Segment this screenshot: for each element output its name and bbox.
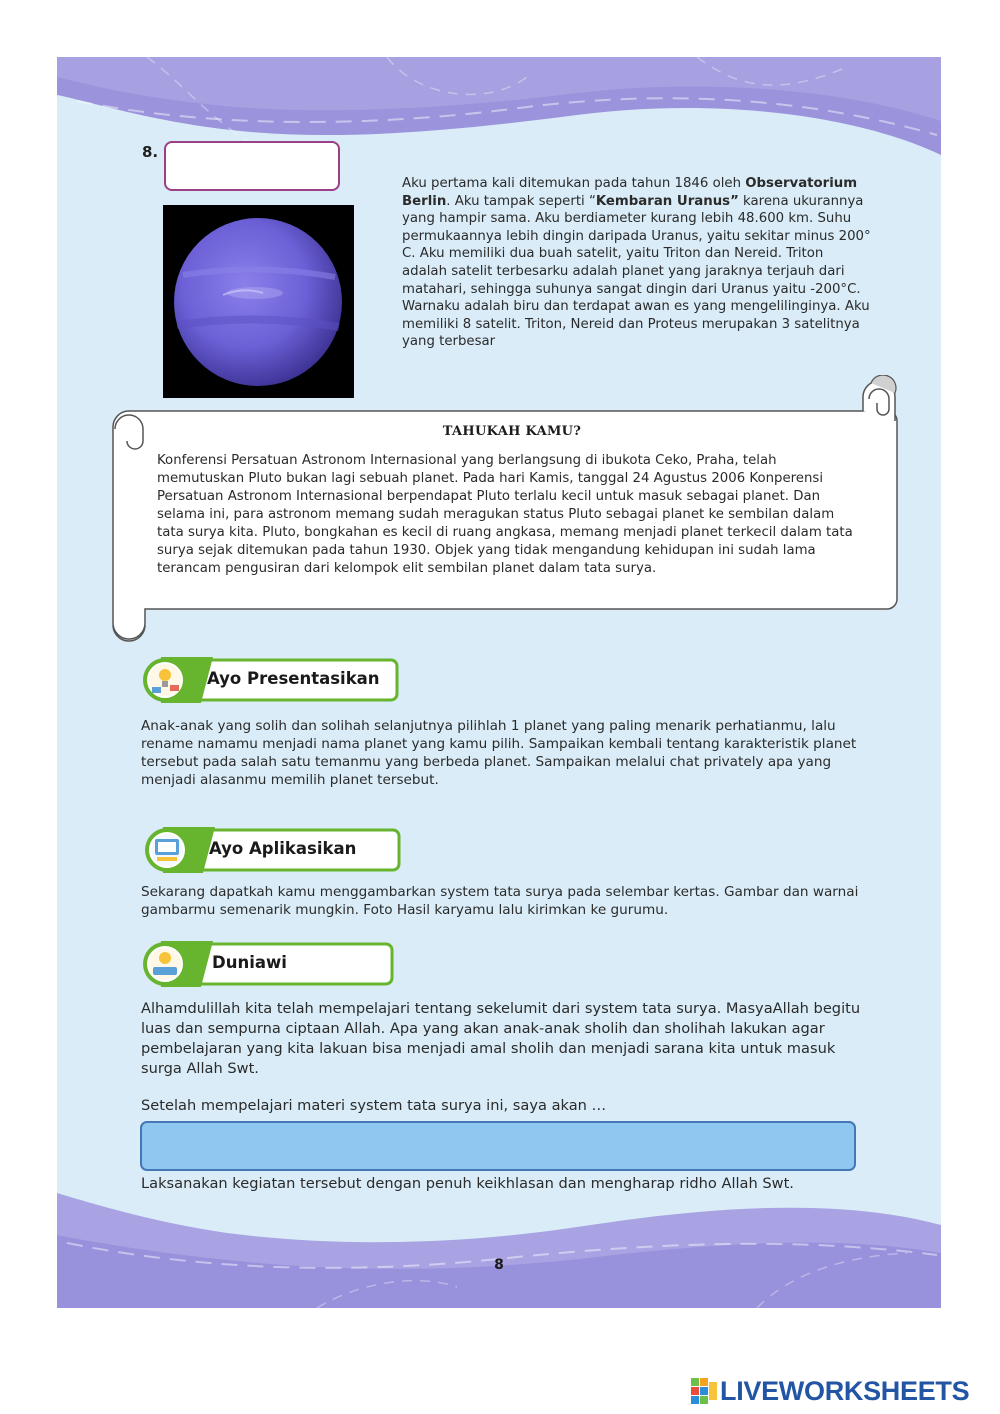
duniawi-text: Alhamdulillah kita telah mempelajari tentang sekelumit dari system tata surya. MasyaAllah begitu luas dan sempurna ciptaan Allah. Apa yang akan anak-anak sholih dan sholihah lakukan agar pembelajaran yang kita lakuan bisa menjadi amal sholih dan menjadi sarana kita untuk masuk surga Allah Swt. — [141, 1000, 861, 1077]
duniawi-title: Duniawi — [212, 953, 287, 972]
fact-box-title: TAHUKAH KAMU? — [442, 424, 582, 439]
liveworksheets-wordmark: LIVEWORKSHEETS — [720, 1375, 970, 1406]
aplikasi-text: Sekarang dapatkah kamu menggambarkan system tata surya pada selembar kertas. Gambar dan warnai gambarmu semenarik mungkin. Foto Hasil karyamu lalu kirimkan ke gurumu. — [141, 884, 859, 918]
reflection-prompt: Setelah mempelajari materi system tata surya ini, saya akan … — [141, 1097, 607, 1114]
planet-description — [402, 175, 872, 351]
presentasi-title: Ayo Presentasikan — [207, 669, 380, 688]
aplikasi-title: Ayo Aplikasikan — [209, 839, 357, 858]
planet-description-text: Aku pertama kali ditemukan pada tahun 1846 oleh Observatorium Berlin. Aku tampak seperti “Kembaran Uranus” karena ukurannya yang hampir sama. Aku berdiameter kurang lebih 48.600 km. Suhu permukaannya lebih dingin daripada Uranus, yaitu sekitar minus 200° C. Aku memiliki dua buah satelit, yaitu Triton dan Nereid. Triton adalah satelit terbesarku adalah planet yang jaraknya terjauh dari matahari, sehingga suhunya sangat dingin dari Uranus yaitu -200°C. Warnaku adalah biru dan terdapat awan es yang mengelilinginya. Aku memiliki 8 satelit. Triton, Nereid dan Proteus merupakan 3 satelitnya yang terbesar — [402, 176, 871, 350]
worksheet-page — [57, 57, 941, 1308]
neptune-image — [163, 205, 354, 398]
reflection-closing-text: Laksanakan kegiatan tersebut dengan penuh keikhlasan dan mengharap ridho Allah Swt. — [141, 1175, 794, 1192]
liveworksheets-icon — [691, 1378, 717, 1404]
page-number: 8 — [494, 1257, 504, 1273]
reflection-answer-box[interactable] — [140, 1121, 856, 1171]
planet-name-answer-box[interactable] — [164, 141, 340, 191]
fact-box-text: Konferensi Persatuan Astronom Internasional yang berlangsung di ibukota Ceko, Praha, telah memutuskan Pluto bukan lagi sebuah planet. Pada hari Kamis, tanggal 24 Agustus 2006 Konperensi Persatuan Astronom Internasional berpendapat Pluto terlalu kecil untuk masuk sebagai planet. Dan selama ini, para astronom memang sudah meragukan status Pluto sebagai planet ke sembilan dalam tata surya kita. Pluto, bongkahan es kecil di ruang angkasa, memang menjadi planet terkecil dalam tata surya sejak ditemukan pada tahun 1930. Objek yang tidak mengandung kehidupan ini sudah lama terancam pengusiran dari kelompok elit sembilan planet dalam tata surya. — [157, 453, 853, 576]
liveworksheets-logo — [691, 1376, 969, 1406]
presentasi-text: Anak-anak yang solih dan solihah selanjutnya pilihlah 1 planet yang paling menarik perhatianmu, lalu rename namamu menjadi nama planet yang kamu pilih. Sampaikan kembali tentang karakteristik planet tersebut pada salah satu temanmu yang berbeda planet. Sampaikan melalui chat privately apa yang menjadi alasanmu memilih planet tersebut. — [141, 718, 857, 788]
question-number: 8. — [142, 143, 159, 161]
